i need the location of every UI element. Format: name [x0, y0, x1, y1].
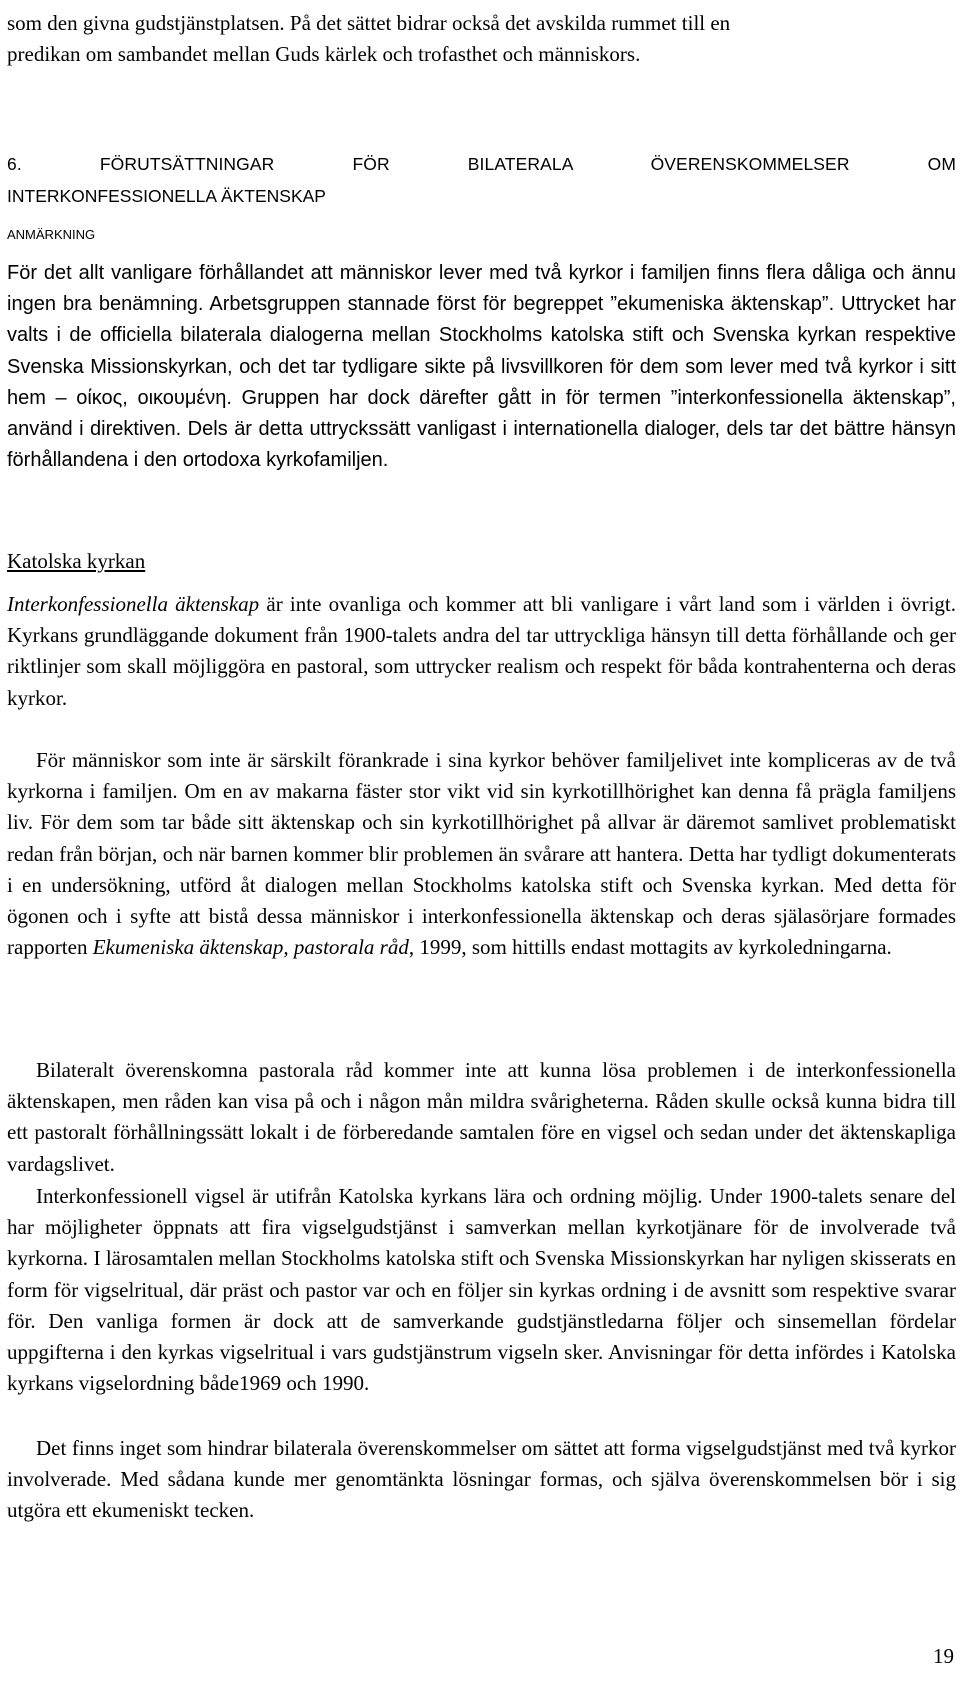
- paragraph-1-italic: Interkonfessionella äktenskap: [7, 592, 260, 616]
- section-title-word-3: BILATERALA: [467, 154, 573, 174]
- section-title-word-4: ÖVERENSKOMMELSER: [650, 154, 850, 174]
- paragraph-2: [7, 745, 956, 963]
- paragraph-5: Det finns inget som hindrar bilaterala överenskommelser om sättet att forma vigselgudstjänst med två kyrkor involverade. Med sådana kunde mer genomtänkta lösningar formas, och själva överenskommelsen bör i sig utgöra ett ekumeniskt tecken.: [7, 1436, 956, 1523]
- paragraph-4: Interkonfessionell vigsel är utifrån Katolska kyrkans lära och ordning möjlig. Under 1900-talets senare del har möjligheter öppnats att fira vigselgudstjänst i samverkan mellan kyrkotjänare för de involverade två kyrkorna. I lärosamtalen mellan Stockholms katolska stift och Svenska Missionskyrkan har nyligen skisserats en form för vigselritual, där präst och pastor var och en följer sin kyrkas ordning i de avsnitt som respektive svarar för. Den vanliga formen är dock att de samverkande gudstjänstledarna följer och sinsemellan fördelar uppgifterna i den kyrkas vigselritual i vars gudstjänstrum vigseln sker. Anvisningar för detta infördes i Katolska kyrkans vigselordning både1969 och 1990.: [7, 1184, 956, 1396]
- paragraph-2-italic: Ekumeniska äktenskap, pastorala råd: [92, 935, 409, 960]
- paragraph-1-text: är inte ovanliga och kommer att bli vanligare i vårt land som i världen i övrigt. Kyrkans grundläggande dokument från 1900-talets andra del tar uttryckliga hänsyn till detta förhållande och ger riktlinjer som skall möjliggöra en pastoral, som uttrycker realism och respekt för båda kontrahenterna och deras kyrkor.: [7, 592, 956, 710]
- section-title: [7, 149, 956, 180]
- intro-line-2: predikan om sambandet mellan Guds kärlek och trofasthet och människors.: [7, 42, 641, 67]
- section-title-word-5: OM: [927, 154, 957, 174]
- intro-paragraph: [7, 8, 956, 70]
- section-title-word-1: FÖRUTSÄTTNINGAR: [99, 154, 275, 174]
- paragraph-2-text-b: , 1999, som hittills endast mottagits av kyrkoledningarna.: [408, 935, 892, 960]
- intro-line-1: som den givna gudstjänstplatsen. På det sättet bidrar också det avskilda rummet till en: [7, 11, 731, 35]
- paragraph-3: Bilateralt överenskomna pastorala råd kommer inte att kunna lösa problemen i de interkonfessionella äktenskapen, men råden kan visa på och i någon mån mildra svårigheterna. Råden skulle också kunna bidra till ett pastoralt förhållningssätt lokalt i de förberedande samtalen före en vigsel och sedan under det äktenskapliga vardagslivet.: [7, 1058, 956, 1176]
- section-number: 6.: [7, 154, 22, 174]
- note-paragraph: För det allt vanligare förhållandet att människor lever med två kyrkor i familjen finns flera dåliga och ännu ingen bra benämning. Arbetsgruppen stannade först för begreppet ”ekumeniska äktenskap”. Uttrycket har valts i de officiella bilaterala dialogerna mellan Stockholms katolska stift och Svenska kyrkan respektive Svenska Missionskyrkan, och det tar tydligare sikte på livsvillkoren för dem som lever med två kyrkor i sitt hem – οίκος, οικουμένη. Gruppen har dock därefter gått in för termen ”interkonfessionella äktenskap”, använd i direktiven. Dels är detta uttryckssätt vanligast i internationella dialoger, dels tar det bättre hänsyn förhållandena i den ortodoxa kyrkofamiljen.: [7, 262, 956, 472]
- note-label: ANMÄRKNING: [7, 227, 96, 242]
- section-title-word-2: FÖR: [352, 154, 390, 174]
- paragraph-2-text-a: För människor som inte är särskilt förankrade i sina kyrkor behöver familjelivet inte kompliceras av de två kyrkorna i familjen. Om en av makarna fäster stor vikt vid sin kyrkotillhörighet kan denna få prägla familjens liv. För dem som tar både sitt äktenskap och sin kyrkotillhörighet på allvar är däremot samlivet problematiskt redan från början, och när barnen kommer blir problemen än svårare att hantera. Detta har tydligt dokumenterats i en undersökning, utförd åt dialogen mellan Stockholms katolska stift och Svenska kyrkan. Med detta för ögonen och i syfte att bistå dessa människor i interkonfessionella äktenskap och deras själasörjare formades rapporten: [7, 748, 956, 960]
- paragraph-1: [7, 589, 956, 714]
- section-title-line-2: INTERKONFESSIONELLA ÄKTENSKAP: [7, 186, 326, 206]
- page-number: 19: [933, 1644, 954, 1668]
- subsection-heading: Katolska kyrkan: [7, 549, 146, 573]
